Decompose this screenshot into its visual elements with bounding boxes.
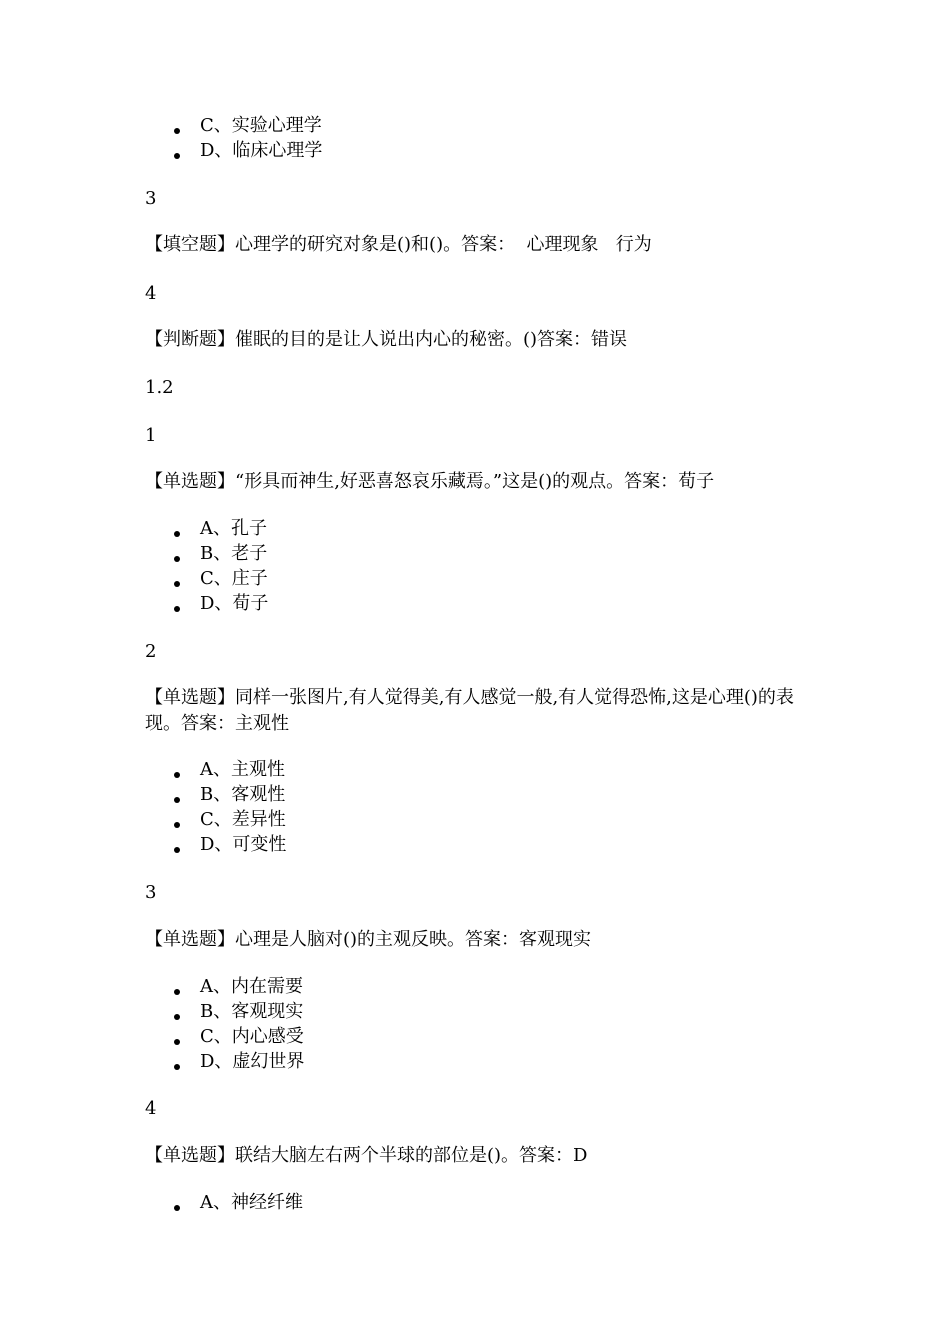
option-item: D、荀子 <box>200 593 269 614</box>
option-item: C、内心感受 <box>200 1026 304 1047</box>
list-bullet <box>174 772 180 778</box>
option-item: B、客观性 <box>200 784 286 805</box>
option-item: D、临床心理学 <box>200 140 323 161</box>
question-number: 3 <box>145 882 157 903</box>
list-bullet <box>174 822 180 828</box>
question-text: 【填空题】心理学的研究对象是()和()。答案： 心理现象 行为 <box>145 234 652 255</box>
list-bullet <box>174 1039 180 1045</box>
option-item: A、主观性 <box>200 759 285 780</box>
question-number: 4 <box>145 283 157 304</box>
list-bullet <box>174 847 180 853</box>
option-item: C、庄子 <box>200 568 268 589</box>
option-item: B、老子 <box>200 543 268 564</box>
option-item: A、内在需要 <box>200 976 303 997</box>
option-item: B、客观现实 <box>200 1001 304 1022</box>
question-number: 4 <box>145 1098 157 1119</box>
option-item: D、可变性 <box>200 834 287 855</box>
option-item: A、神经纤维 <box>200 1192 303 1213</box>
list-bullet <box>174 797 180 803</box>
list-bullet <box>174 1205 180 1211</box>
question-number: 1 <box>145 425 157 446</box>
list-bullet <box>174 556 180 562</box>
list-bullet <box>174 1014 180 1020</box>
list-bullet <box>174 606 180 612</box>
question-text: 【单选题】“形具而神生,好恶喜怒哀乐藏焉。”这是()的观点。答案：荀子 <box>145 471 715 492</box>
list-bullet <box>174 128 180 134</box>
list-bullet <box>174 989 180 995</box>
list-bullet <box>174 1064 180 1070</box>
list-bullet <box>174 153 180 159</box>
question-number: 3 <box>145 188 157 209</box>
option-item: D、虚幻世界 <box>200 1051 305 1072</box>
option-item: C、实验心理学 <box>200 115 322 136</box>
list-bullet <box>174 531 180 537</box>
option-item: C、差异性 <box>200 809 286 830</box>
question-text: 【单选题】心理是人脑对()的主观反映。答案：客观现实 <box>145 929 592 950</box>
question-text: 【判断题】催眠的目的是让人说出内心的秘密。()答案：错误 <box>145 329 628 350</box>
option-item: A、孔子 <box>200 518 267 539</box>
question-text: 【单选题】联结大脑左右两个半球的部位是()。答案：D <box>145 1145 588 1166</box>
section-heading: 1.2 <box>145 377 174 398</box>
question-number: 2 <box>145 641 157 662</box>
list-bullet <box>174 581 180 587</box>
question-text: 【单选题】同样一张图片,有人觉得美,有人感觉一般,有人觉得恐怖,这是心理()的表现。答案：主观性 <box>145 687 794 734</box>
